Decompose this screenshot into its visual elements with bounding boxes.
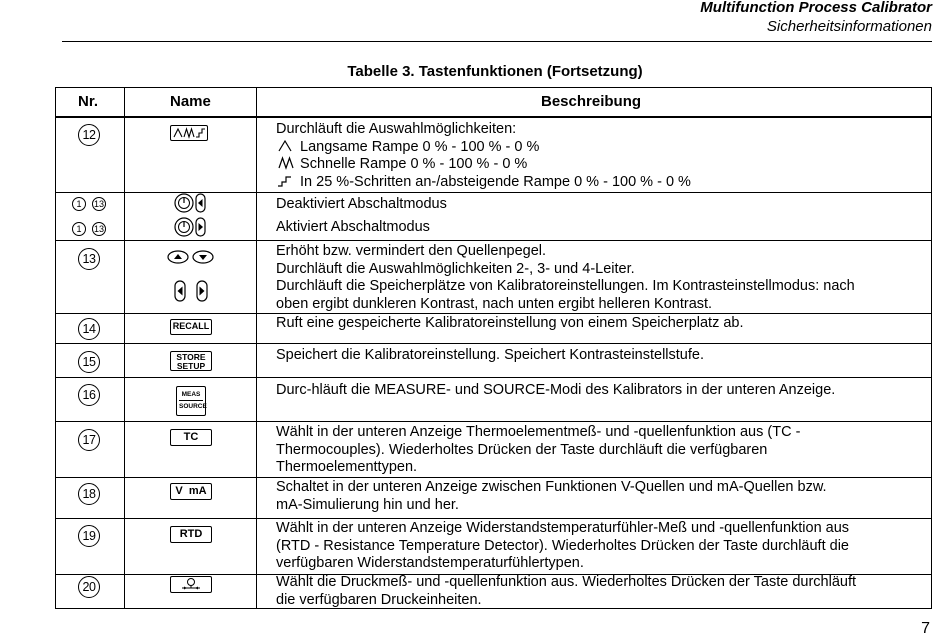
ramp-icon [171,126,207,140]
table-caption: Tabelle 3. Tastenfunktionen (Fortsetzung) [347,63,643,80]
row-description: Ruft eine gespeicherte Kalibratoreinstellung von einem Speicherplatz ab. [276,315,744,331]
fast-ramp-icon [276,156,296,170]
row-description: Aktiviert Abschaltmodus [276,219,430,235]
pressure-gauge-icon [171,577,211,592]
ramp-key [170,125,208,141]
up-down-arrow-keys-icon [166,249,216,265]
document-title: Multifunction Process Calibrator [700,0,932,16]
row-number: 13 [93,224,104,234]
step-ramp-icon [276,174,296,188]
store-setup-key: STORE SETUP [170,351,212,371]
row-description: Schaltet in der unteren Anzeige zwischen Funktionen V-Quellen und mA-Quellen bzw. mA-Simulierung hin und her. [276,479,827,513]
row-number: 18 [78,483,100,505]
row-description: Wählt in der unteren Anzeige Thermoelementmeß- und -quellenfunktion aus (TC - Thermocouples). Wiederholtes Drücken der Taste durchläuft die verfügbaren Thermoelementtypen. [276,424,801,475]
column-header-name: Name [170,93,211,110]
document-section: Sicherheitsinformationen [766,18,932,35]
row-number: 16 [78,384,100,406]
pressure-key [170,576,212,593]
slow-ramp-icon [276,139,296,153]
power-off-left-key-icon [172,192,212,214]
row-number: 13 [93,199,104,209]
row-number: 14 [78,318,100,340]
row-description: Wählt in der unteren Anzeige Widerstandstemperaturfühler-Meß und -quellenfunktion aus (RTD - Resistance Temperature Detector). Wiederholtes Drücken der Taste durchläuft die verfügbaren Widerstandstemperaturfühlertypen. [276,520,850,571]
row-description: Durc-hläuft die MEASURE- und SOURCE-Modi des Kalibrators in der unteren Anzeige. [276,382,836,398]
row-number: 1 [72,197,86,211]
header-rule [62,41,932,42]
row-number: 19 [78,525,100,547]
row-number: 15 [78,351,100,373]
row-description: Deaktiviert Abschaltmodus [276,196,447,212]
row-number: 17 [78,429,100,451]
column-header-nr: Nr. [78,93,99,110]
row-description: Wählt die Druckmeß- und -quellenfunktion aus. Wiederholtes Drücken der Taste durchläuft die verfügbaren Druckeinheiten. [276,574,857,608]
column-header-description: Beschreibung [541,93,642,110]
page-number: 7 [921,620,930,637]
meas-source-key: MEAS SOURCE [176,386,206,416]
left-right-arrow-keys-icon [172,279,212,303]
row-number: 12 [78,124,100,146]
recall-key: RECALL [170,319,212,335]
v-ma-key: V mA [170,483,212,500]
row-number: 20 [78,576,100,598]
row-description: Erhöht bzw. vermindert den Quellenpegel. Durchläuft die Auswahlmöglichkeiten 2-, 3- und 4-Leiter. Durchläuft die Speicherplätze von Kalibratoreinstellungen. Im Kontrasteinstellmodus: nach oben ergibt dunkleren Kontrast, nach unten ergibt helleren Kontrast. [276,243,855,312]
rtd-key: RTD [170,526,212,543]
row-number: 13 [78,248,100,270]
power-on-right-key-icon [172,216,212,238]
row-description: Speichert die Kalibratoreinstellung. Speichert Kontrasteinstellstufe. [276,347,704,363]
tc-key: TC [170,429,212,446]
row-number: 1 [72,222,86,236]
row-description: Durchläuft die Auswahlmöglichkeiten: Langsame Rampe 0 % - 100 % - 0 % Schnelle Rampe 0 % - 100 % - 0 % In 25 %-Schritten an-/absteigende Rampe 0 % - 100 % - 0 % [276,121,691,190]
